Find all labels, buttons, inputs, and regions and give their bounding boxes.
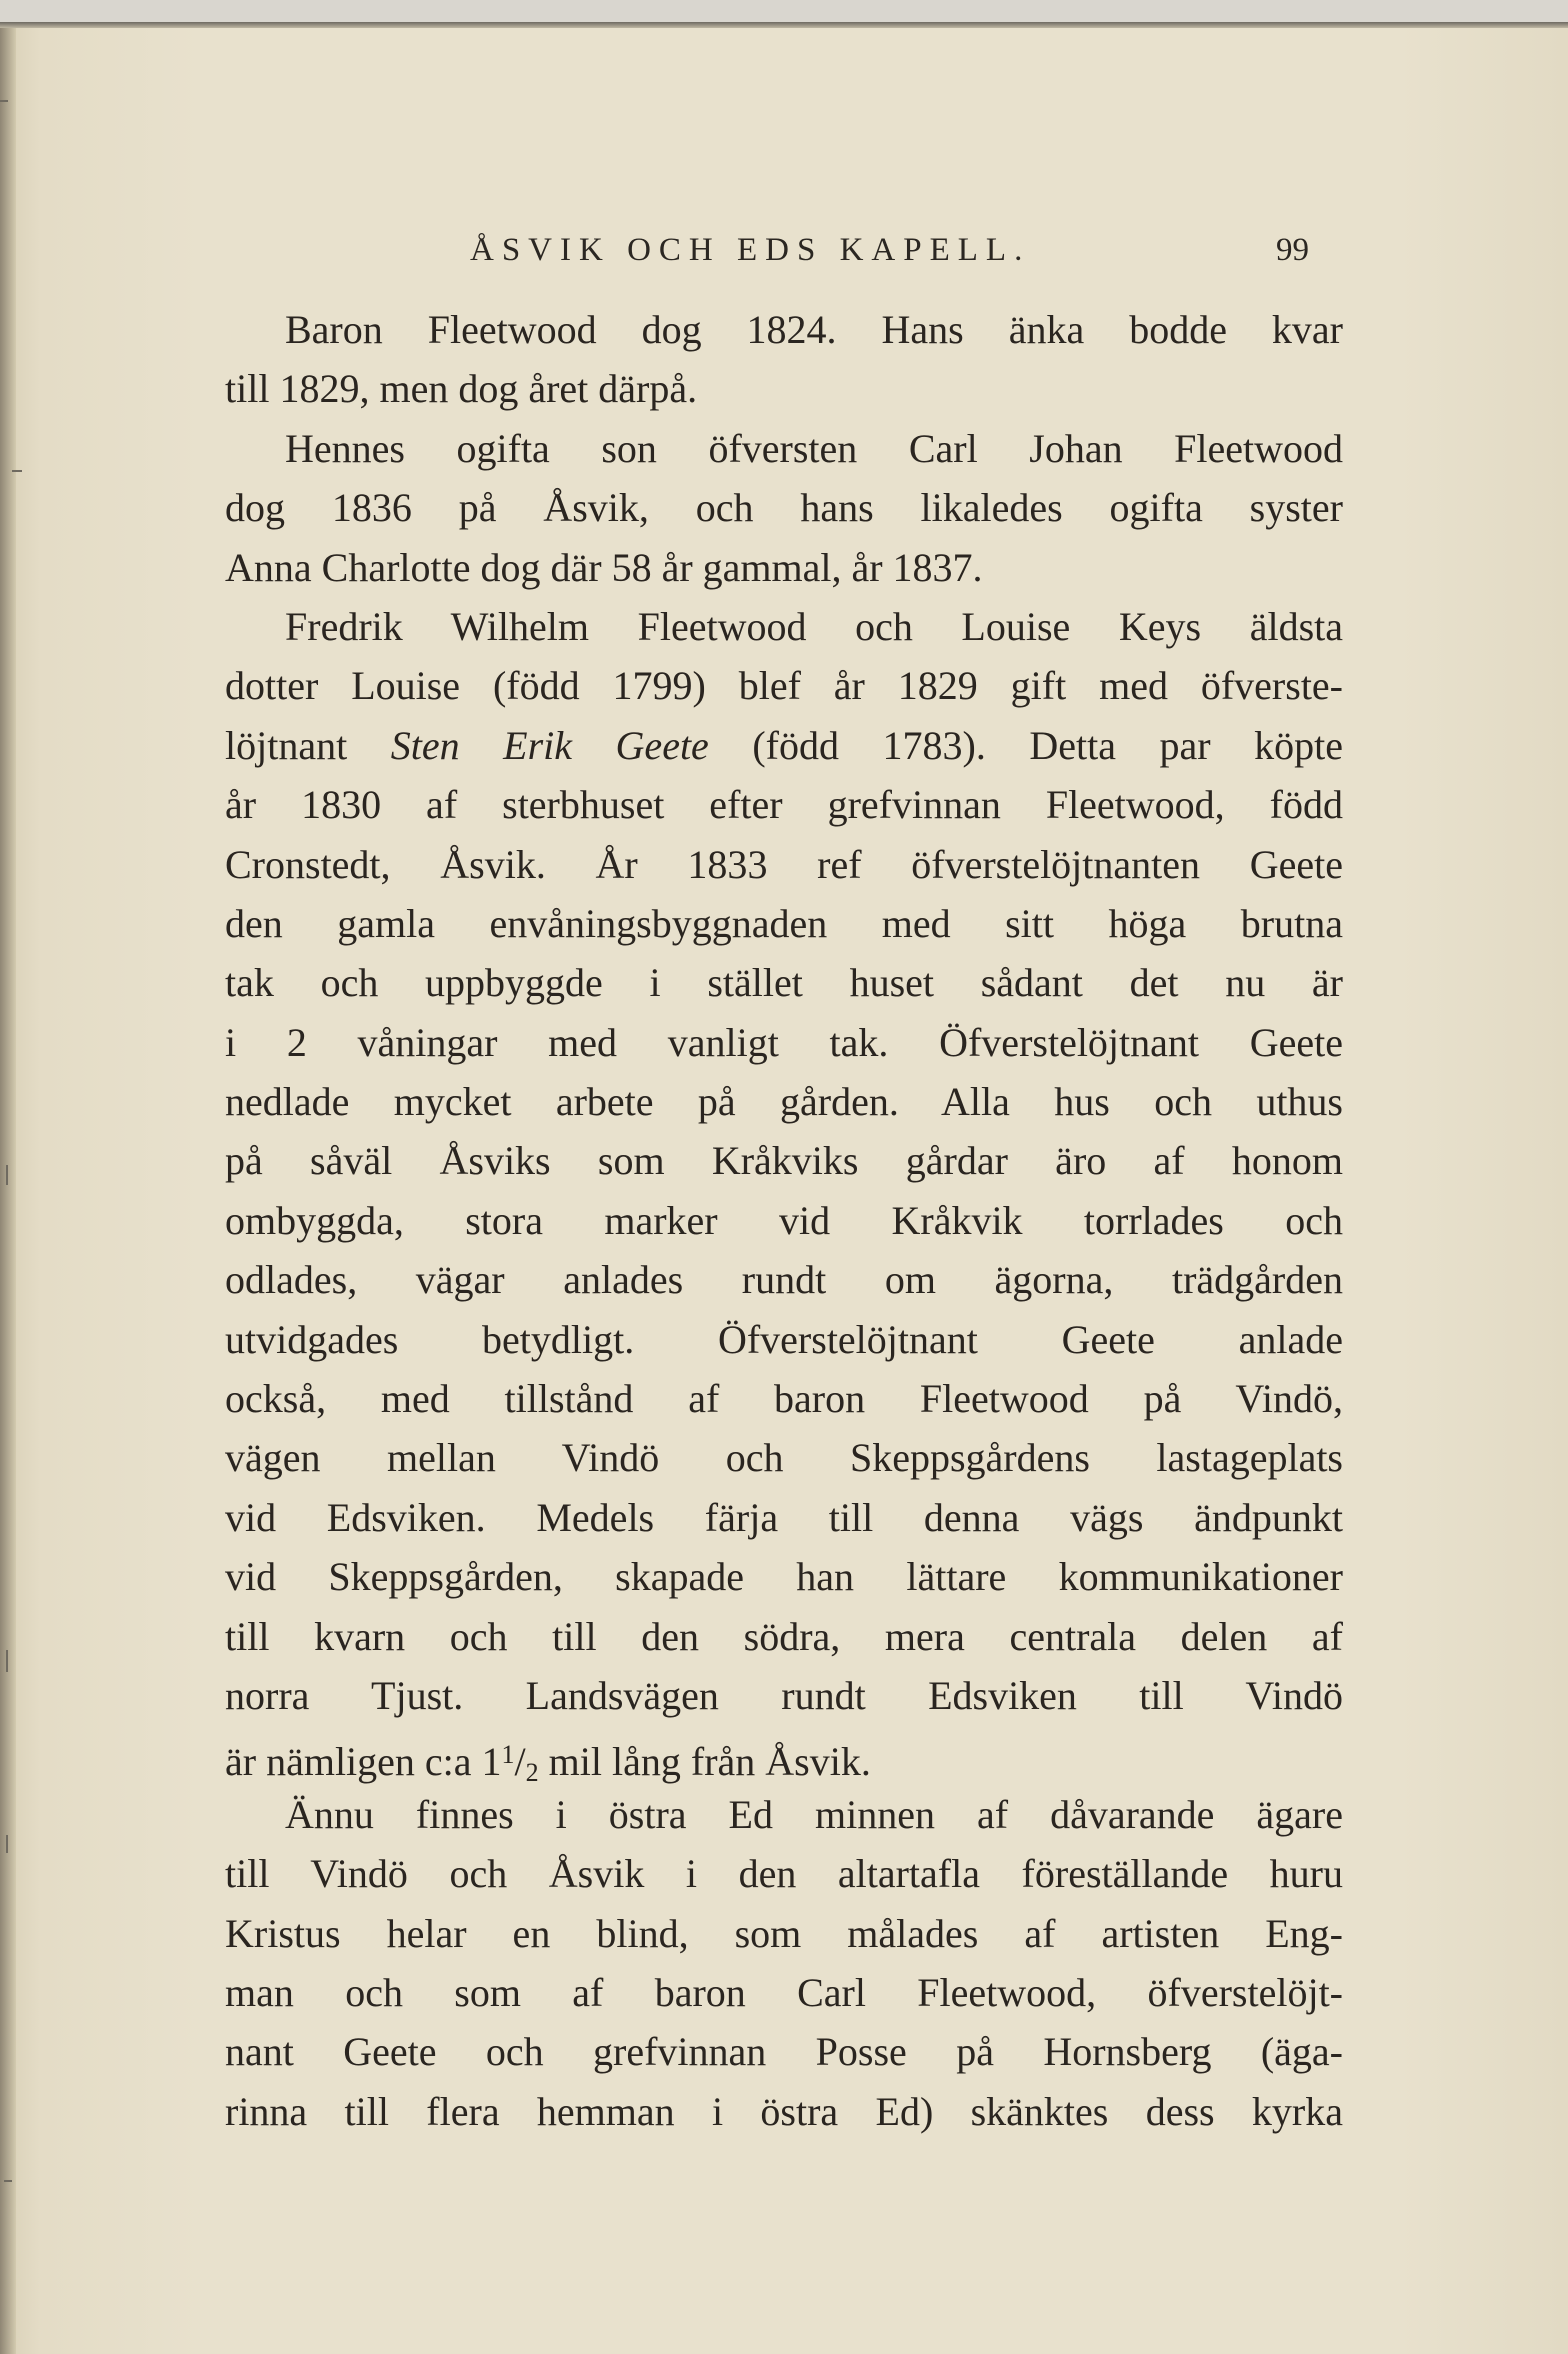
text-line: vägen mellan Vindö och Skeppsgårdens lastageplats (225, 1435, 1343, 1481)
text-line: vid Edsviken. Medels färja till denna vägs ändpunkt (225, 1494, 1343, 1540)
fraction-numerator: 1 (501, 1740, 515, 1770)
text-line: på såväl Åsviks som Kråkviks gårdar äro af honom (225, 1138, 1343, 1184)
text-line: utvidgades betydligt. Öfverstelöjtnant Geete anlade (225, 1316, 1343, 1362)
text-line: Anna Charlotte dog där 58 år gammal, år 1837. (225, 544, 983, 590)
text-line: nedlade mycket arbete på gården. Alla hus och uthus (225, 1079, 1343, 1125)
text-fragment: mil lång från Åsvik. (538, 1739, 871, 1785)
text-line: den gamla envåningsbyggnaden med sitt höga brutna (225, 900, 1343, 946)
page-binding-edge (0, 28, 16, 2354)
binding-mark (4, 2180, 12, 2182)
text-line: ombyggda, stora marker vid Kråkvik torrlades och (225, 1197, 1343, 1243)
binding-mark (6, 1650, 8, 1672)
binding-mark (12, 470, 22, 472)
text-line: nant Geete och grefvinnan Posse på Hornsberg (äga- (225, 2029, 1343, 2075)
fraction-slash: / (514, 1739, 526, 1785)
text-line: Cronstedt, Åsvik. År 1833 ref öfverstelöjtnanten Geete (225, 841, 1343, 887)
text-fragment: (född 1783). Detta par köpte (752, 722, 1343, 768)
body-text (225, 300, 1343, 2141)
text-fragment: är nämligen c:a 1 (225, 1739, 502, 1785)
text-line: till Vindö och Åsvik i den altartafla föreställande huru (225, 1851, 1343, 1897)
text-line-with-italic (225, 716, 1343, 775)
text-line: tak och uppbyggde i stället huset sådant det nu är (225, 960, 1343, 1006)
text-line: Baron Fleetwood dog 1824. Hans änka bodde kvar (285, 307, 1343, 352)
text-line: dog 1836 på Åsvik, och hans likaledes ogifta syster (225, 485, 1343, 531)
text-line: Hennes ogifta son öfversten Carl Johan Fleetwood (285, 425, 1343, 471)
binding-mark (0, 100, 8, 102)
text-line: också, med tillstånd af baron Fleetwood på Vindö, (225, 1376, 1343, 1422)
text-fragment: löjtnant (225, 722, 348, 768)
text-line: vid Skeppsgården, skapade han lättare kommunikationer (225, 1554, 1343, 1600)
binding-mark (6, 1835, 8, 1853)
text-line: i 2 våningar med vanligt tak. Öfverstelöjtnant Geete (225, 1019, 1343, 1065)
page-header (225, 228, 1343, 288)
text-line-with-fraction (225, 1725, 1343, 1788)
page-number: 99 (1276, 232, 1309, 268)
running-head: ÅSVIK OCH EDS KAPELL. (470, 232, 1031, 268)
text-line: man och som af baron Carl Fleetwood, öfverstelöjt- (225, 1969, 1343, 2015)
text-line: dotter Louise (född 1799) blef år 1829 gift med öfverste- (225, 663, 1343, 709)
italic-name: Sten Erik Geete (390, 722, 709, 768)
text-line: rinna till flera hemman i östra Ed) skänktes dess kyrka (225, 2088, 1343, 2134)
binding-mark (6, 1165, 8, 1185)
text-line: till kvarn och till den södra, mera centrala delen af (225, 1613, 1343, 1659)
text-line: norra Tjust. Landsvägen rundt Edsviken till Vindö (225, 1672, 1343, 1718)
text-line: till 1829, men dog året därpå. (225, 366, 698, 412)
text-line: odlades, vägar anlades rundt om ägorna, trädgården (225, 1257, 1343, 1303)
fraction-denominator: 2 (525, 1758, 539, 1788)
text-line: Fredrik Wilhelm Fleetwood och Louise Keys äldsta (285, 603, 1343, 649)
text-line: år 1830 af sterbhuset efter grefvinnan Fleetwood, född (225, 782, 1343, 828)
text-line: Kristus helar en blind, som målades af artisten Eng- (225, 1910, 1343, 1956)
text-line: Ännu finnes i östra Ed minnen af dåvarande ägare (285, 1791, 1343, 1837)
